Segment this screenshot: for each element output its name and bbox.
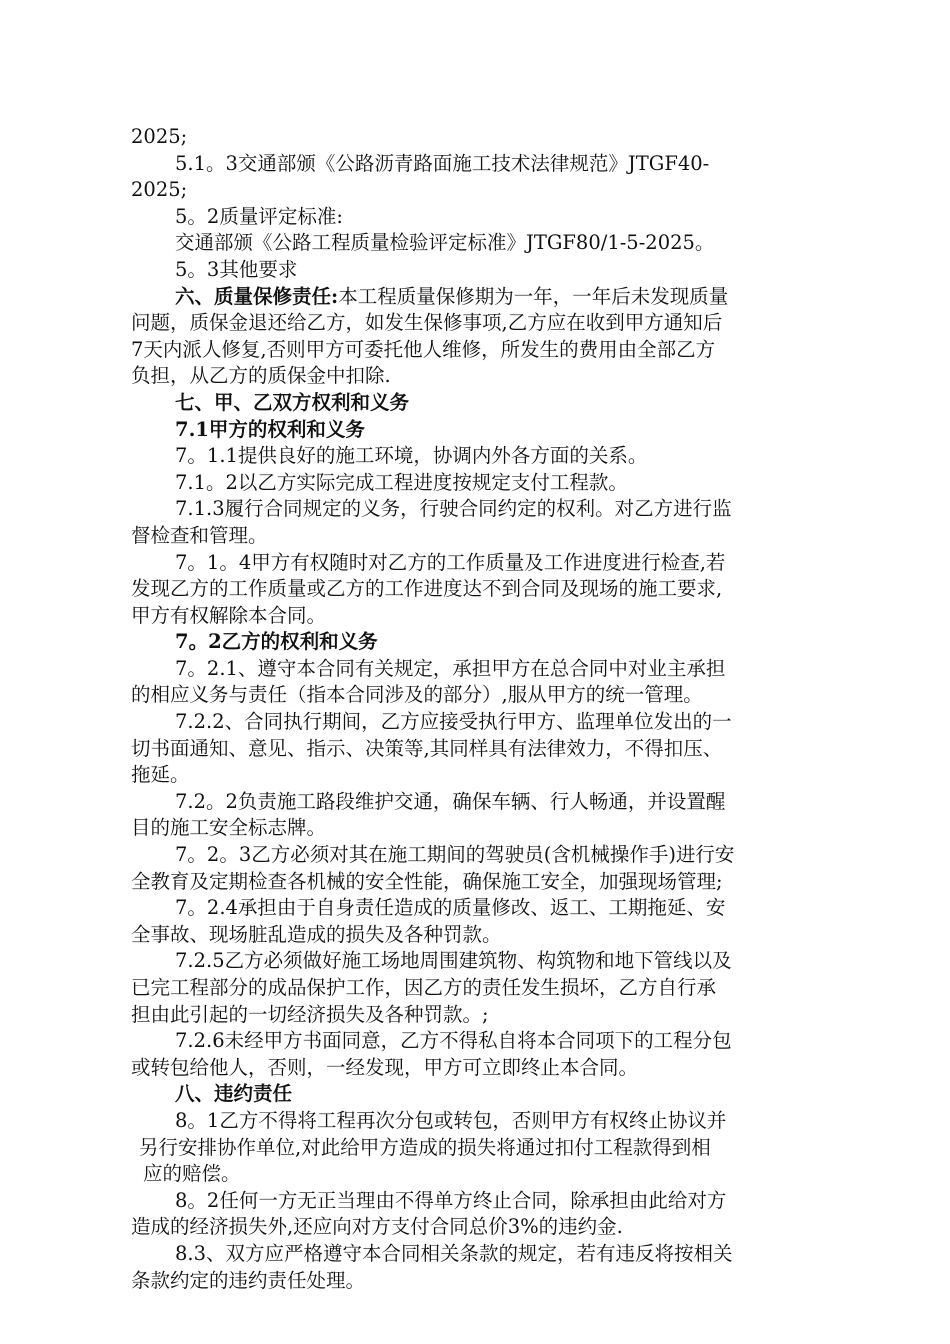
text-line: 7.2.5乙方必须做好施工场地周围建筑物、构筑物和地下管线以及	[175, 949, 732, 973]
text-line: 应的赔偿。	[143, 1162, 241, 1186]
text-line: 督检查和管理。	[131, 523, 268, 547]
text-line: 已完工程部分的成品保护工作，因乙方的责任发生损坏，乙方自行承	[131, 976, 717, 999]
text-line: 目的施工安全标志牌。	[131, 816, 327, 840]
text-line: 全教育及定期检查各机械的安全性能，确保施工安全，加强现场管理;	[131, 869, 723, 893]
text-line: 7.2.2、合同执行期间，乙方应接受执行甲方、监理单位发出的一	[175, 710, 732, 734]
text-line: 7。2。3乙方必须对其在施工期间的驾驶员(含机械操作手)进行安	[175, 843, 735, 867]
text-line: 问题，质保金退还给乙方，如发生保修事项,乙方应在收到甲方通知后	[131, 311, 723, 335]
text-line: 7.1.3履行合同规定的义务，行驶合同约定的权利。对乙方进行监	[175, 497, 732, 521]
text-line: 条款约定的违约责任处理。	[131, 1268, 366, 1292]
text-line: 拖延。	[131, 763, 190, 787]
text-line: 7。2.4承担由于自身责任造成的质量修改、返工、工期拖延、安	[175, 896, 726, 920]
section-6-line	[131, 284, 821, 311]
section-heading: 七、甲、乙双方权利和义务	[175, 390, 410, 414]
text-line: 切书面通知、意见、指示、决策等,其同样具有法律效力，不得扣压、	[131, 736, 723, 760]
text-line: 7。2.1、遵守本合同有关规定，承担甲方在总合同中对业主承担	[175, 656, 726, 680]
text-line: 负担，从乙方的质保金中扣除.	[131, 364, 391, 388]
text-line: 全事故、现场脏乱造成的损失及各种罚款。	[131, 922, 502, 946]
text-line: 5。2质量评定标准:	[175, 204, 343, 228]
text-line: 8.3、双方应严格遵守本合同相关条款的规定，若有违反将按相关	[175, 1241, 733, 1265]
section-heading: 八、违约责任	[175, 1082, 293, 1106]
text-line: 或转包给他人，否则，一经发现，甲方可立即终止本合同。	[131, 1055, 639, 1079]
text-line: 7.2。2负责施工路段维护交通，确保车辆、行人畅通，并设置醒	[175, 789, 726, 813]
text-line: 2025;	[131, 178, 188, 202]
text-line: 7.1。2以乙方实际完成工程进度按规定支付工程款。	[175, 470, 628, 494]
text-line: 2025;	[131, 125, 188, 148]
text-line: 8。2任何一方无正当理由不得单方终止合同，除承担由此给对方	[175, 1188, 727, 1212]
text-line: 8。1乙方不得将工程再次分包或转包，否则甲方有权终止协议并	[175, 1108, 727, 1132]
text-line: 7.2.6未经甲方书面同意，乙方不得私自将本合同项下的工程分包	[175, 1029, 732, 1053]
subsection-heading: 7。2乙方的权利和义务	[175, 630, 378, 654]
text-run: 本工程质量保修期为一年，一年后未发现质量	[338, 284, 729, 308]
text-line: 5。3其他要求	[175, 257, 298, 281]
text-line: 造成的经济损失外,还应向对方支付合同总价3%的违约金.	[131, 1215, 623, 1239]
text-line: 另行安排协作单位,对此给甲方造成的损失将通过扣付工程款得到相	[139, 1135, 711, 1159]
text-line: 7。1。4甲方有权随时对乙方的工作质量及工作进度进行检查,若	[175, 550, 726, 574]
text-line: 担由此引起的一切经济损失及各种罚款。;	[131, 1002, 489, 1026]
text-line: 7。1.1提供良好的施工环境，协调内外各方面的关系。	[175, 444, 648, 468]
document-body	[131, 124, 821, 1294]
subsection-heading: 7.1甲方的权利和义务	[175, 417, 365, 441]
text-line: 的相应义务与责任（指本合同涉及的部分）,服从甲方的统一管理。	[131, 683, 703, 707]
text-line: 发现乙方的工作质量或乙方的工作进度达不到合同及现场的施工要求,	[131, 577, 723, 601]
section-heading: 六、质量保修责任:	[175, 284, 339, 308]
text-line: 7天内派人修复,否则甲方可委托他人维修，所发生的费用由全部乙方	[131, 337, 716, 361]
text-line: 5.1。3交通部颁《公路沥青路面施工技术法律规范》JTGF40-	[175, 151, 710, 175]
text-line: 交通部颁《公路工程质量检验评定标准》JTGF80/1-5-2025。	[175, 231, 715, 255]
text-line: 甲方有权解除本合同。	[131, 603, 327, 627]
